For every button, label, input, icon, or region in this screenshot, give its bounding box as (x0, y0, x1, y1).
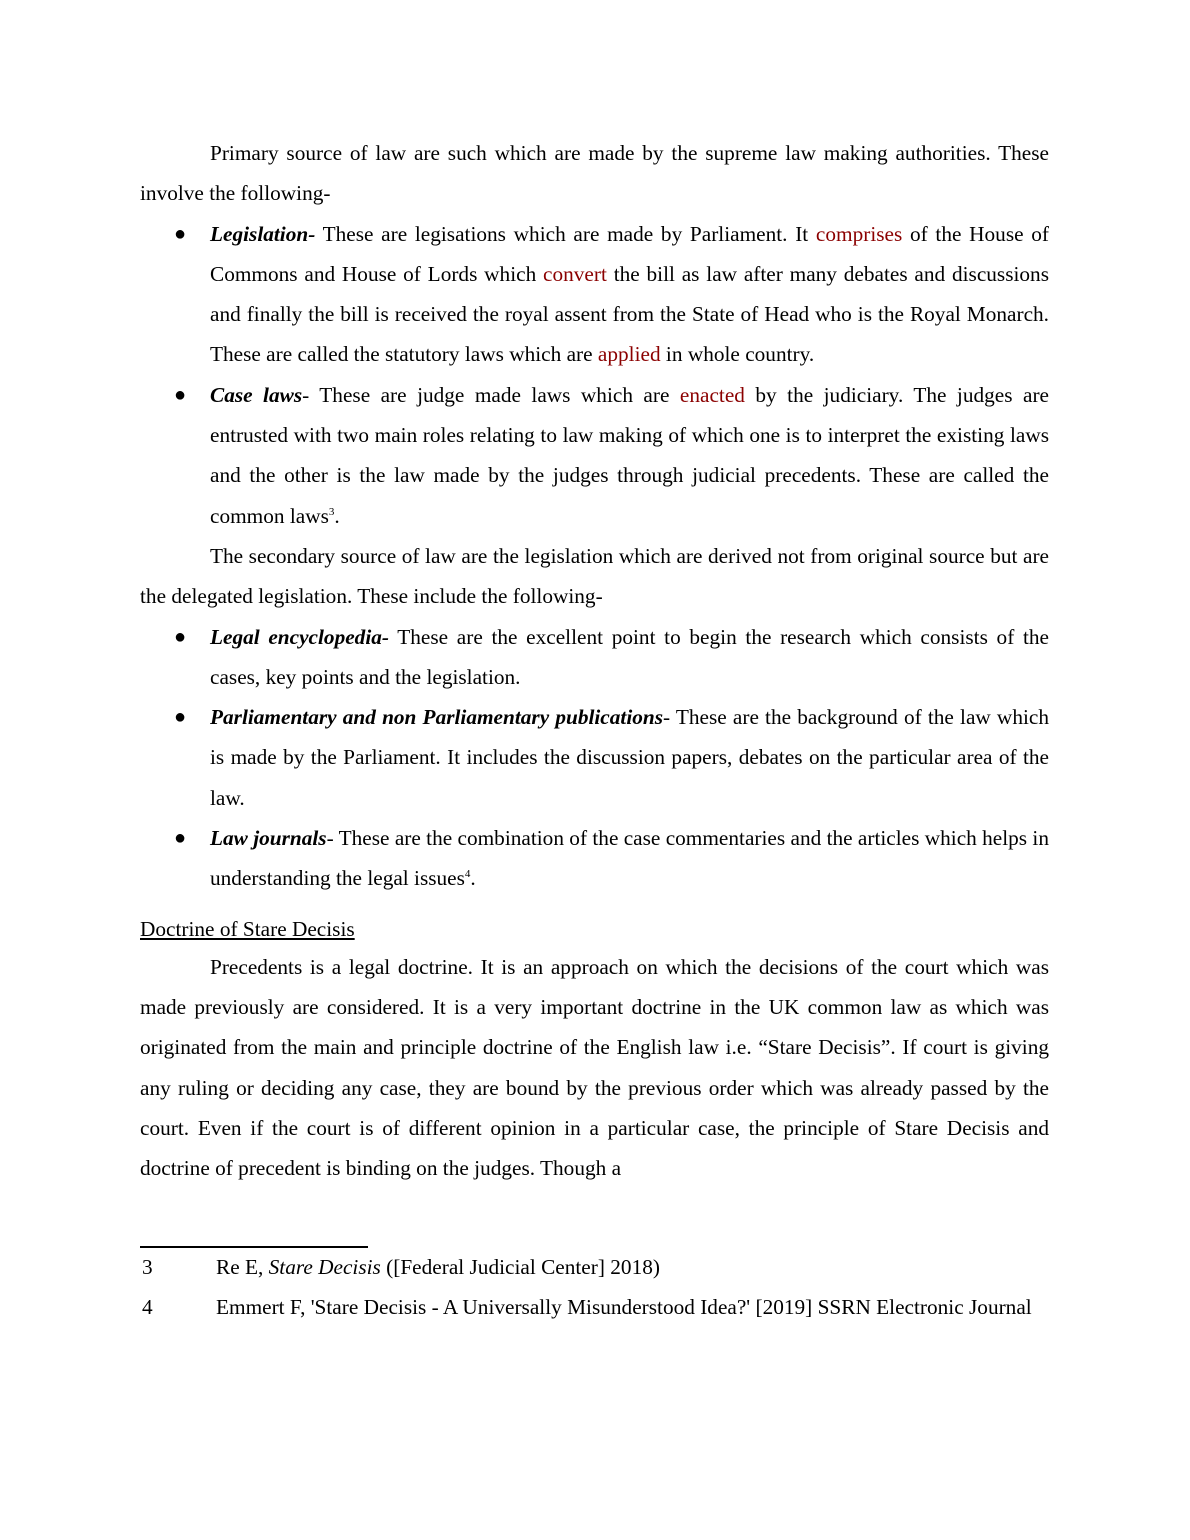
list-text: of the House of Commons and House of Lords which (210, 221, 1049, 286)
footnotes (140, 1247, 1049, 1328)
list-text: the bill as law after many debates and discussions and finally the bill is received the royal assent from the State of Head who is the Royal Monarch. These are called the statutory laws which are (210, 261, 1049, 367)
footnote-title: Stare Decisis (268, 1255, 381, 1279)
list-text: These are the excellent point to begin the research which consists of the cases, key points and the legislation. (210, 624, 1049, 689)
list-text: in whole country. (660, 342, 815, 367)
list-item-legislation (174, 214, 1049, 375)
list-text: . (334, 503, 340, 528)
bullet-icon: ● (174, 625, 187, 648)
term-legal-encyclopedia: Legal encyclopedia- (210, 624, 389, 649)
list-text: - These are judge made laws which are (302, 382, 680, 407)
bullet-icon: ● (174, 706, 187, 729)
precedents-paragraph: Precedents is a legal doctrine. It is an approach on which the decisions of the court which was made previously are considered. It is a very important doctrine in the UK common law as which was originated from the main and principle doctrine of the English law i.e. “Stare Decisis”. If court is giving any ruling or deciding any case, they are bound by the previous order which was already passed by the court. Even if the court is of different opinion in a particular case, the principle of Stare Decisis and doctrine of precedent is binding on the judges. Though a (140, 954, 1049, 1181)
bullet-icon: ● (174, 222, 187, 245)
intro-paragraph: Primary source of law are such which are made by the supreme law making authorities. These involve the following- (140, 141, 1049, 206)
list-text: - These are the combination of the case commentaries and the articles which helps in understanding the legal issues (210, 826, 1049, 891)
document-page (140, 133, 1049, 1188)
term-publications: Parliamentary and non Parliamentary publications (210, 705, 664, 730)
list-item-case-laws (174, 375, 1049, 536)
footnote-3 (140, 1247, 1049, 1287)
list-item-law-journals (174, 818, 1049, 899)
list-item-publications (174, 697, 1049, 818)
list-item-legal-encyclopedia (174, 617, 1049, 698)
term-case-laws: Case laws (210, 382, 303, 407)
footnote-text: Emmert F, 'Stare Decisis - A Universally Misunderstood Idea?' [2019] SSRN Electronic Journal (216, 1295, 1032, 1320)
footnote-number: 3 (142, 1255, 153, 1279)
list-text: . (470, 866, 476, 891)
highlighted-word: applied (597, 342, 661, 367)
list-text: by the judiciary. The judges are entrusted with two main roles relating to law making of which one is to interpret the existing laws and the other is the law made by the judges through judicial precedents. These are called the common laws (210, 382, 1049, 528)
highlighted-word: convert (543, 261, 607, 286)
bullet-icon: ● (174, 383, 187, 406)
secondary-sources-list (140, 617, 1049, 899)
footnote-source: ([Federal Judicial Center] 2018) (380, 1255, 660, 1279)
footnote-ref-4[interactable]: 4 (464, 868, 471, 881)
section-heading: Doctrine of Stare Decisis (140, 916, 355, 941)
bullet-icon: ● (174, 827, 187, 850)
list-text: These are legisations which are made by Parliament. It (315, 221, 816, 246)
secondary-intro-paragraph: The secondary source of law are the legislation which are derived not from original source but are the delegated legislation. These include the following- (140, 543, 1049, 609)
list-text: - These are the background of the law which is made by the Parliament. It includes the discussion papers, debates on the particular area of the law. (210, 705, 1049, 810)
footnote-text (216, 1255, 660, 1279)
footnote-4 (140, 1287, 1049, 1327)
highlighted-word: comprises (815, 221, 903, 246)
footnote-author: Re E, (216, 1255, 269, 1279)
term-legislation: Legislation- (210, 221, 316, 246)
highlighted-word: enacted (679, 382, 745, 407)
term-law-journals: Law journals (210, 826, 327, 851)
primary-sources-list (140, 214, 1049, 536)
footnote-number: 4 (142, 1295, 153, 1320)
footnote-ref-3[interactable]: 3 (328, 505, 335, 518)
